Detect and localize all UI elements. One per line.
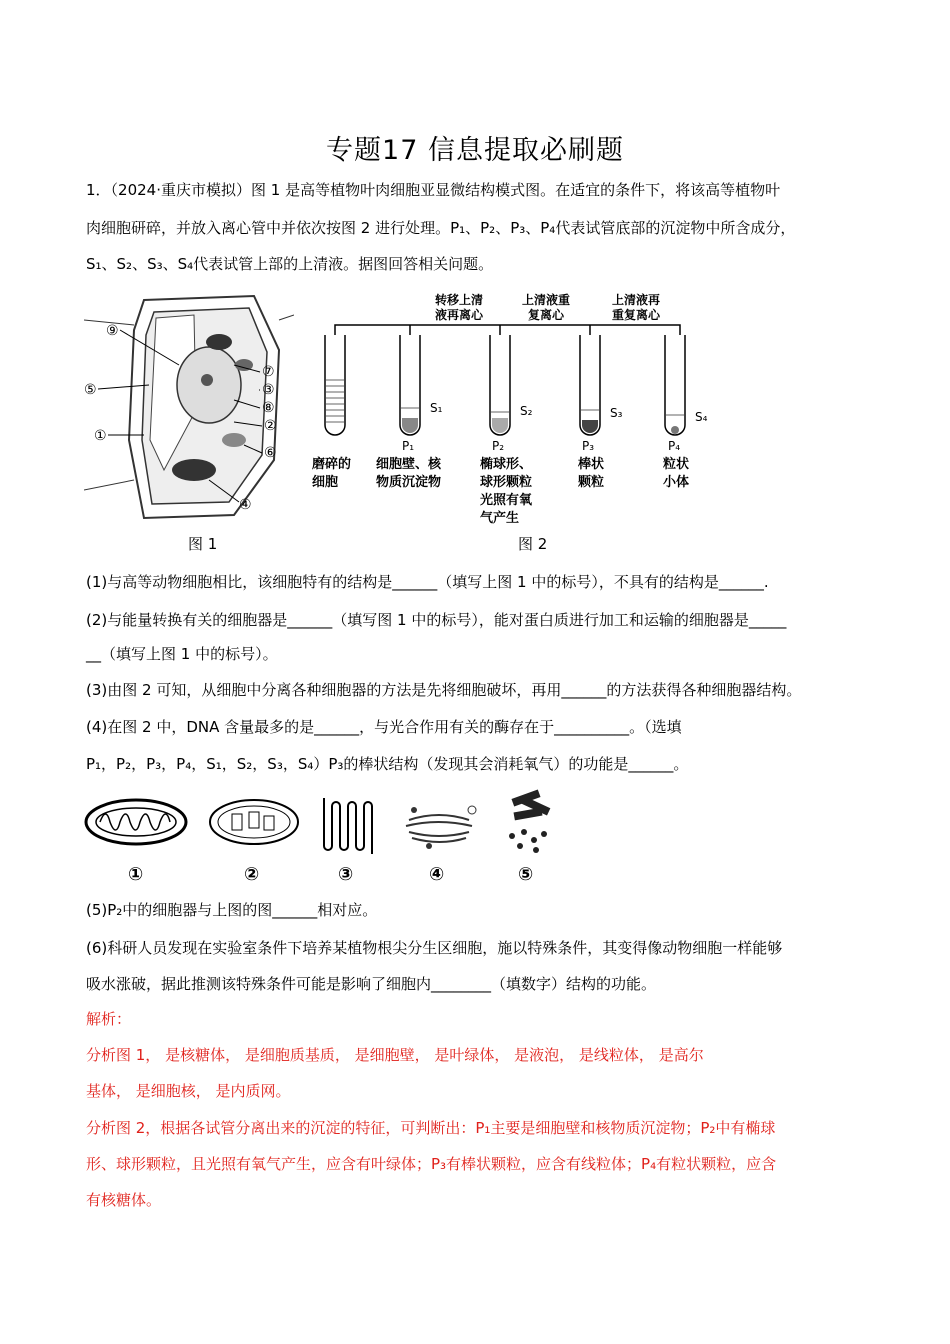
organelle-figures — [84, 788, 564, 888]
fig2-top-2a: 上清液重 — [522, 293, 571, 307]
fig2-b0-1: 细胞 — [312, 475, 339, 490]
figure2-centrifuge — [310, 290, 730, 530]
fig1-label-8: ⑧ — [262, 400, 275, 416]
fig2-top-1a: 转移上清 — [435, 293, 484, 307]
fig2-s3: S₃ — [610, 406, 623, 420]
fig2-p2: P₂ — [492, 439, 505, 453]
fig1-label-2: ② — [264, 418, 277, 434]
fig2-b2-2: 光照有氧 — [480, 493, 533, 508]
analysis-fig2-line1: 分析图 2，根据各试管分离出来的沉淀的特征，可判断出：P₁主要是细胞壁和核物质沉淀物；P₂中有椭球 — [86, 1119, 776, 1137]
figure1-plant-cell — [84, 290, 294, 525]
fig1-label-3: ③ — [262, 382, 275, 398]
fig2-top-3a: 上清液再 — [612, 293, 661, 307]
question-6a: (6)科研人员发现在实验室条件下培养某植物根尖分生区细胞，施以特殊条件，其变得像动物细胞一样能够 — [86, 939, 783, 957]
analysis-fig1-line2: 基体， 是细胞核， 是内质网。 — [86, 1082, 291, 1100]
question-4b: P₁，P₂，P₃，P₄，S₁，S₂，S₃，S₄）P₃的棒状结构（发现其会消耗氧气）的功能是______。 — [86, 755, 689, 773]
fig2-top-1b: 液再离心 — [435, 308, 484, 322]
fig2-b3-0: 棒状 — [578, 457, 605, 472]
fig2-b1-1: 物质沉淀物 — [376, 475, 442, 490]
organelle-label-2: ② — [244, 864, 260, 885]
fig2-p3: P₃ — [582, 439, 595, 453]
fig2-b2-1: 球形颗粒 — [480, 475, 533, 490]
fig2-top-3b: 重复离心 — [612, 308, 661, 322]
fig2-b3-1: 颗粒 — [578, 475, 605, 490]
organelle-label-1: ① — [128, 864, 144, 885]
question-4a: (4)在图 2 中，DNA 含量最多的是______，与光合作用有关的酶存在于__________。（选填 — [86, 718, 682, 736]
fig1-label-9: ⑨ — [106, 323, 119, 339]
question-3: (3)由图 2 可知，从细胞中分离各种细胞器的方法是先将细胞破坏，再用______的方法获得各种细胞器结构。 — [86, 681, 802, 699]
organelle-label-4: ④ — [429, 864, 445, 885]
fig1-label-4: ④ — [239, 497, 252, 513]
analysis-fig1-line1: 分析图 1， 是核糖体， 是细胞质基质， 是细胞壁， 是叶绿体， 是液泡， 是线粒体， 是高尔 — [86, 1046, 704, 1064]
fig2-s1: S₁ — [430, 401, 443, 415]
fig2-b2-0: 椭球形、 — [480, 457, 533, 472]
question-2b: __（填写上图 1 中的标号）。 — [86, 645, 278, 663]
organelle-label-5: ⑤ — [518, 864, 534, 885]
question-6b: 吸水涨破，据此推测该特殊条件可能是影响了细胞内________（填数字）结构的功能。 — [86, 975, 657, 993]
question-5: (5)P₂中的细胞器与上图的图______相对应。 — [86, 901, 378, 919]
fig2-b0-0: 磨碎的 — [312, 457, 352, 472]
q1-line2: 肉细胞研碎，并放入离心管中并依次按图 2 进行处理。P₁、P₂、P₃、P₄代表试管底部的沉淀物中所含成分， — [86, 219, 796, 237]
question-2a: (2)与能量转换有关的细胞器是______（填写图 1 中的标号），能对蛋白质进行加工和运输的细胞器是_____ — [86, 611, 787, 629]
fig1-label-5: ⑤ — [84, 382, 97, 398]
fig2-top-2b: 复离心 — [528, 308, 565, 322]
q1-line1: 1．（2024·重庆市模拟）图 1 是高等植物叶肉细胞亚显微结构模式图。在适宜的条件下，将该高等植物叶 — [86, 181, 781, 199]
fig2-b4-1: 小体 — [663, 475, 690, 490]
analysis-fig2-line2: 形、球形颗粒，且光照有氧气产生，应含有叶绿体；P₃有棒状颗粒，应含有线粒体；P₄有粒状颗粒，应含 — [86, 1155, 777, 1173]
q1-line3: S₁、S₂、S₃、S₄代表试管上部的上清液。据图回答相关问题。 — [86, 255, 494, 273]
fig1-label-6: ⑥ — [264, 445, 277, 461]
analysis-heading: 解析： — [86, 1010, 132, 1028]
fig1-label-1: ① — [94, 428, 107, 444]
fig2-b4-0: 粒状 — [663, 457, 690, 472]
page-title: 专题17 信息提取必刷题 — [326, 135, 624, 166]
figure2-caption: 图 2 — [518, 535, 548, 553]
fig2-s4: S₄ — [695, 410, 708, 424]
fig2-s2: S₂ — [520, 404, 533, 418]
fig2-p4: P₄ — [668, 439, 681, 453]
figure1-caption: 图 1 — [188, 535, 218, 553]
fig2-b2-3: 气产生 — [480, 511, 520, 526]
fig2-p1: P₁ — [402, 439, 415, 453]
organelle-label-3: ③ — [338, 864, 354, 885]
fig2-b1-0: 细胞壁、核 — [376, 457, 442, 472]
question-1: (1)与高等动物细胞相比，该细胞特有的结构是______（填写上图 1 中的标号），不具有的结构是______. — [86, 573, 769, 591]
analysis-fig2-line3: 有核糖体。 — [86, 1191, 162, 1209]
fig1-label-7: ⑦ — [262, 364, 275, 380]
